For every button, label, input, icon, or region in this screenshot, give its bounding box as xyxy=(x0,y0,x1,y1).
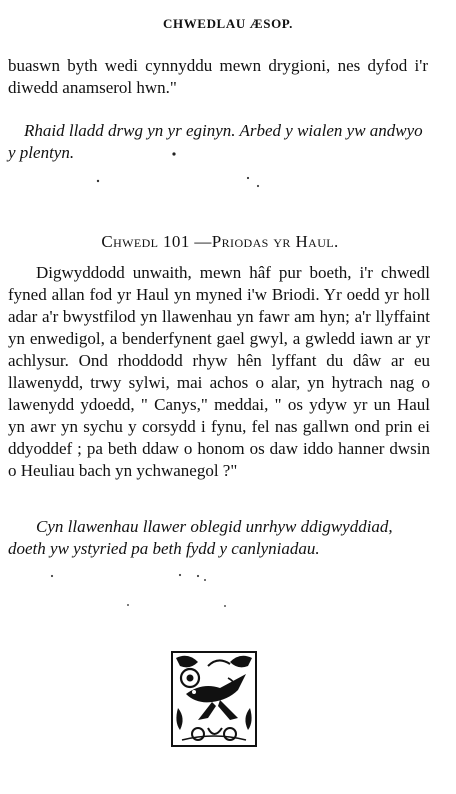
speck xyxy=(204,579,206,581)
speck xyxy=(257,185,259,187)
intro-paragraph: buaswn byth wedi cynnyddu mewn drygioni, nes dyfod i'r diwedd anamserol hwn." xyxy=(8,56,428,97)
moral-two: Cyn llawenhau llawer oblegid unrhyw ddigwyddiad, doeth yw ystyried pa beth fydd y canlyniadau. xyxy=(8,517,393,558)
speck xyxy=(224,605,226,607)
running-head: CHWEDLAU ÆSOP. xyxy=(163,16,293,31)
speck xyxy=(127,604,129,606)
speck xyxy=(179,574,181,576)
speck xyxy=(197,575,199,577)
speck xyxy=(97,180,99,182)
speck xyxy=(51,575,53,577)
speck xyxy=(247,177,249,179)
moral-one: Rhaid lladd drwg yn yr eginyn. Arbed y wialen yw andwyo y plentyn. xyxy=(8,121,423,162)
swallow-tailpiece-icon xyxy=(168,648,260,750)
main-paragraph: Digwyddodd unwaith, mewn hâf pur boeth, i'r chwedl fyned allan fod yr Haul yn myned i'w Briodi. Yr oedd yr holl adar a'r bwystfilod yn llawenhau yn fawr am hyn; a'r llyffaint yn enwedigol, a benderfynent gael gwyl, a gwledd iawn ar yr achlysur. Ond rhoddodd rhyw hên lyffant du dâw ar eu llawenydd, trwy sylwi, mai achos o alar, yn hytrach nag o lawenydd ydoedd, " Canys," meddai, " os ydyw yr un Haul yn awr yn sychu y corsydd i fynu, fel nas gallwn ond prin ei ddyoddef ; pa beth ddaw o honom os daw iddo hanner dwsin o Heuliau bach yn ychwanegol ?" xyxy=(8,263,430,480)
chapter-heading: Chwedl 101 —Priodas yr Haul. xyxy=(101,232,339,251)
